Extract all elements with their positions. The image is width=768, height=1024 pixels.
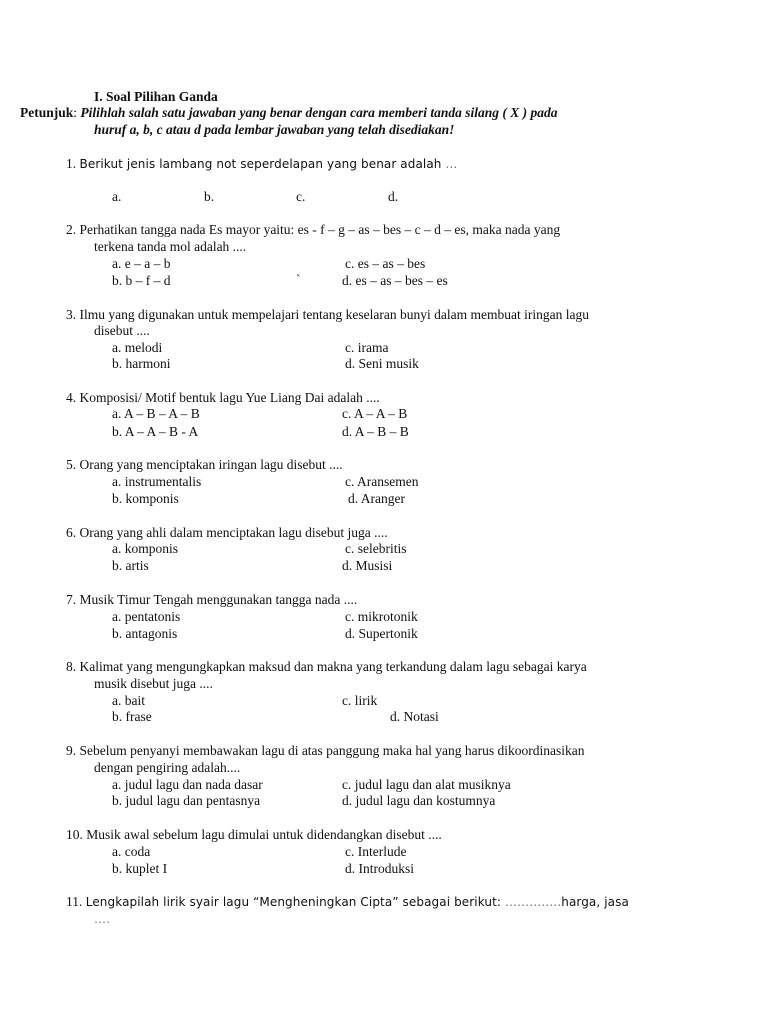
q5-option-b: b. komponis bbox=[112, 491, 179, 506]
question-1-ellipsis: … bbox=[441, 157, 458, 171]
question-11-text-b: harga, jasa bbox=[561, 895, 629, 909]
question-11-line-1 bbox=[66, 894, 629, 910]
q1-option-b: b. bbox=[204, 189, 215, 204]
instruction-label: Petunjuk bbox=[20, 105, 74, 120]
question-11-line-2: …. bbox=[94, 912, 111, 926]
q5-option-d: d. Aranger bbox=[348, 491, 405, 506]
q1-option-d: d. bbox=[388, 189, 399, 204]
question-1-text: Berikut jenis lambang not seperdelapan yang benar adalah bbox=[79, 157, 442, 171]
q4-option-a: a. A – B – A – B bbox=[112, 406, 200, 421]
question-6-line-1: 6. Orang yang ahli dalam menciptakan lagu disebut juga .... bbox=[66, 525, 388, 540]
q7-option-c: c. mikrotonik bbox=[345, 609, 418, 624]
instruction-colon: : bbox=[73, 105, 78, 120]
question-8-line-2: musik disebut juga .... bbox=[94, 676, 213, 691]
q9-option-b: b. judul lagu dan pentasnya bbox=[112, 793, 261, 808]
q3-option-c: c. irama bbox=[345, 340, 389, 355]
question-2-line-1: 2. Perhatikan tangga nada Es mayor yaitu: es - f – g – as – bes – c – d – es, maka nada yang bbox=[66, 222, 561, 237]
question-9-line-1: 9. Sebelum penyanyi membawakan lagu di atas panggung maka hal yang harus dikoordinasikan bbox=[66, 743, 585, 758]
q6-option-c: c. selebritis bbox=[345, 541, 407, 556]
question-3-line-1: 3. Ilmu yang digunakan untuk mempelajari tentang keselaran bunyi dalam membuat iringan lagu bbox=[66, 307, 589, 322]
question-11-number: 11. bbox=[66, 894, 83, 909]
q9-option-a: a. judul lagu dan nada dasar bbox=[112, 777, 263, 792]
q6-option-d: d. Musisi bbox=[342, 558, 393, 573]
q4-option-c: c. A – A – B bbox=[342, 406, 408, 421]
question-1 bbox=[66, 156, 458, 172]
q2-option-b: b. b – f – d bbox=[112, 273, 171, 288]
question-8-line-1: 8. Kalimat yang mengungkapkan maksud dan makna yang terkandung dalam lagu sebagai karya bbox=[66, 659, 587, 674]
instruction-text-2: huruf a, b, c atau d pada lembar jawaban yang telah disediakan! bbox=[94, 122, 455, 137]
q10-option-b: b. kuplet I bbox=[112, 861, 168, 876]
question-4-line-1: 4. Komposisi/ Motif bentuk lagu Yue Liang Dai adalah .... bbox=[66, 390, 380, 405]
q3-option-b: b. harmoni bbox=[112, 356, 171, 371]
q8-option-d: d. Notasi bbox=[390, 709, 439, 724]
question-2-line-2: terkena tanda mol adalah .... bbox=[94, 239, 247, 254]
q8-option-a: a. bait bbox=[112, 693, 145, 708]
instruction-text-1: Pilihlah salah satu jawaban yang benar dengan cara memberi tanda silang ( X ) pada bbox=[80, 105, 558, 120]
q3-option-d: d. Seni musik bbox=[345, 356, 419, 371]
q10-option-d: d. Introduksi bbox=[345, 861, 414, 876]
question-11-text-a: Lengkapilah lirik syair lagu “Mengheningkan Cipta” sebagai berikut: bbox=[85, 895, 502, 909]
q10-option-a: a. coda bbox=[112, 844, 151, 859]
q4-option-d: d. A – B – B bbox=[342, 424, 409, 439]
q8-option-b: b. frase bbox=[112, 709, 152, 724]
question-10-line-1: 10. Musik awal sebelum lagu dimulai untuk didendangkan disebut .... bbox=[66, 827, 442, 842]
question-5-line-1: 5. Orang yang menciptakan iringan lagu disebut .... bbox=[66, 457, 343, 472]
question-9-line-2: dengan pengiring adalah.... bbox=[94, 760, 241, 775]
q10-option-c: c. Interlude bbox=[345, 844, 407, 859]
q1-option-a: a. bbox=[112, 189, 122, 204]
q1-option-c: c. bbox=[296, 189, 306, 204]
q6-option-b: b. artis bbox=[112, 558, 149, 573]
question-3-line-2: disebut .... bbox=[94, 323, 150, 338]
q7-option-d: d. Supertonik bbox=[345, 626, 418, 641]
q9-option-d: d. judul lagu dan kostumnya bbox=[342, 793, 496, 808]
q4-option-b: b. A – A – B - A bbox=[112, 424, 199, 439]
section-title: I. Soal Pilihan Ganda bbox=[94, 89, 218, 104]
q5-option-a: a. instrumentalis bbox=[112, 474, 202, 489]
q2-stray-mark: ` bbox=[296, 272, 301, 287]
question-11-dots: ………….. bbox=[501, 895, 562, 909]
q8-option-c: c. lirik bbox=[342, 693, 378, 708]
q6-option-a: a. komponis bbox=[112, 541, 178, 556]
q2-option-a: a. e – a – b bbox=[112, 256, 171, 271]
q3-option-a: a. melodi bbox=[112, 340, 163, 355]
q2-option-d: d. es – as – bes – es bbox=[342, 273, 448, 288]
q7-option-a: a. pentatonis bbox=[112, 609, 181, 624]
q9-option-c: c. judul lagu dan alat musiknya bbox=[342, 777, 511, 792]
instruction-line-1 bbox=[20, 105, 557, 121]
q5-option-c: c. Aransemen bbox=[345, 474, 419, 489]
q2-option-c: c. es – as – bes bbox=[345, 256, 426, 271]
question-7-line-1: 7. Musik Timur Tengah menggunakan tangga nada .... bbox=[66, 592, 358, 607]
q7-option-b: b. antagonis bbox=[112, 626, 178, 641]
question-1-number: 1. bbox=[66, 156, 77, 171]
